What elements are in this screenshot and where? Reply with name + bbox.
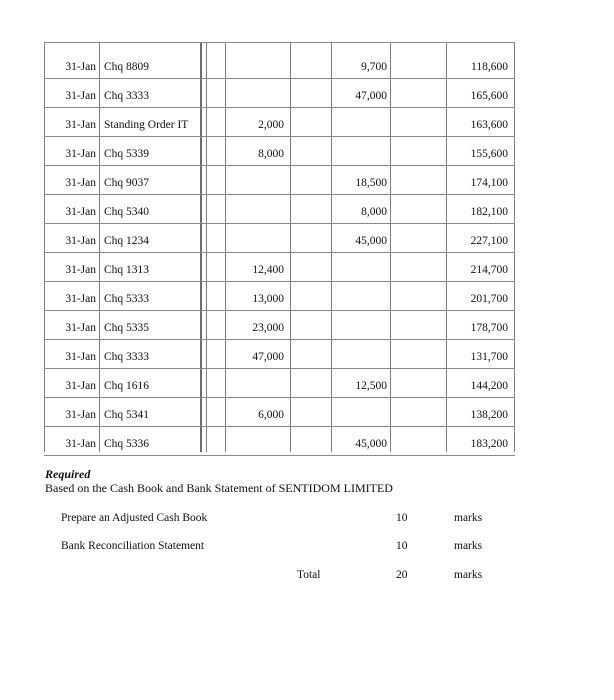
row-debit: 12,400: [252, 264, 284, 276]
row-balance: 174,100: [470, 177, 508, 189]
row-credit: 8,000: [361, 206, 387, 218]
row-description: Chq 5340: [104, 206, 150, 218]
row-date: 31-Jan: [65, 351, 96, 363]
row-balance: 165,600: [470, 90, 508, 102]
row-description: Chq 9037: [104, 177, 150, 189]
task-unit: marks: [454, 512, 483, 524]
row-divider: [44, 223, 515, 224]
task-marks: 10: [396, 540, 408, 552]
grid-line: [390, 42, 391, 452]
row-divider: [44, 78, 515, 79]
total-unit: marks: [454, 569, 483, 581]
row-credit: 45,000: [355, 235, 387, 247]
row-description: Chq 1234: [104, 235, 150, 247]
row-divider: [44, 339, 515, 340]
row-description: Standing Order IT: [104, 119, 189, 131]
total-label: Total: [297, 569, 321, 581]
required-intro: Based on the Cash Book and Bank Statement of SENTIDOM LIMITED: [45, 481, 393, 495]
row-divider: [44, 310, 515, 311]
row-description: Chq 5339: [104, 148, 150, 160]
row-description: Chq 1616: [104, 380, 150, 392]
row-credit: 45,000: [355, 438, 387, 450]
row-balance: 131,700: [470, 351, 508, 363]
row-debit: 2,000: [258, 119, 284, 131]
row-balance: 118,600: [471, 61, 508, 73]
row-description: Chq 3333: [104, 90, 150, 102]
row-balance: 227,100: [470, 235, 508, 247]
row-balance: 183,200: [470, 438, 508, 450]
row-date: 31-Jan: [65, 322, 96, 334]
row-debit: 13,000: [252, 293, 284, 305]
row-divider: [44, 252, 515, 253]
row-divider: [44, 165, 515, 166]
row-balance: 155,600: [470, 148, 508, 160]
task-unit: marks: [454, 540, 483, 552]
required-title: Required: [45, 467, 91, 481]
row-date: 31-Jan: [65, 90, 96, 102]
row-divider: [44, 455, 515, 456]
row-description: Chq 1313: [104, 264, 150, 276]
total-marks: 20: [396, 569, 408, 581]
task-label: Prepare an Adjusted Cash Book: [61, 512, 208, 524]
row-balance: 138,200: [470, 409, 508, 421]
row-date: 31-Jan: [65, 409, 96, 421]
grid-line: [206, 42, 207, 452]
row-description: Chq 5335: [104, 322, 150, 334]
row-description: Chq 5333: [104, 293, 150, 305]
row-divider: [44, 368, 515, 369]
grid-line: [99, 42, 100, 452]
row-description: Chq 5336: [104, 438, 150, 450]
row-divider: [44, 136, 515, 137]
row-debit: 47,000: [252, 351, 284, 363]
row-date: 31-Jan: [65, 119, 96, 131]
row-divider: [44, 107, 515, 108]
row-debit: 8,000: [258, 148, 284, 160]
row-balance: 163,600: [470, 119, 508, 131]
task-label: Bank Reconciliation Statement: [61, 540, 205, 552]
row-credit: 12,500: [355, 380, 387, 392]
row-date: 31-Jan: [65, 235, 96, 247]
row-credit: 9,700: [361, 61, 387, 73]
row-credit: 47,000: [355, 90, 387, 102]
row-date: 31-Jan: [65, 148, 96, 160]
required-section: [45, 467, 393, 495]
row-date: 31-Jan: [65, 438, 96, 450]
row-divider: [44, 281, 515, 282]
row-divider: [44, 194, 515, 195]
grid-line: [200, 42, 202, 452]
row-date: 31-Jan: [65, 293, 96, 305]
row-balance: 182,100: [470, 206, 508, 218]
row-description: Chq 8809: [104, 61, 150, 73]
row-date: 31-Jan: [65, 380, 96, 392]
grid-line: [514, 42, 515, 452]
grid-line: [225, 42, 226, 452]
row-balance: 214,700: [470, 264, 508, 276]
row-debit: 23,000: [252, 322, 284, 334]
task-marks: 10: [396, 512, 408, 524]
row-debit: 6,000: [258, 409, 284, 421]
grid-line: [290, 42, 291, 452]
row-description: Chq 5341: [104, 409, 150, 421]
row-credit: 18,500: [355, 177, 387, 189]
row-balance: 201,700: [470, 293, 508, 305]
row-balance: 178,700: [470, 322, 508, 334]
row-date: 31-Jan: [65, 206, 96, 218]
row-date: 31-Jan: [65, 177, 96, 189]
row-balance: 144,200: [470, 380, 508, 392]
row-date: 31-Jan: [65, 61, 96, 73]
row-divider: [44, 426, 515, 427]
row-date: 31-Jan: [65, 264, 96, 276]
row-divider: [44, 397, 515, 398]
row-description: Chq 3333: [104, 351, 150, 363]
grid-line: [44, 42, 515, 43]
